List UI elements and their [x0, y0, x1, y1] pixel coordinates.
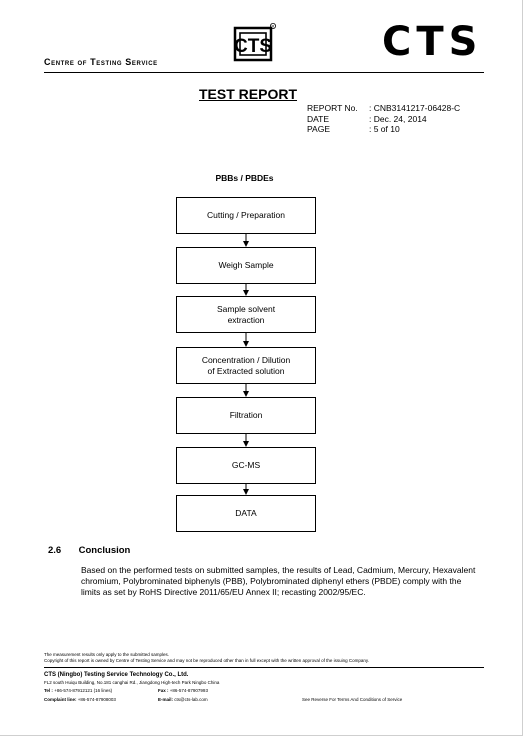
footer-email-label: E-mail: [158, 697, 174, 702]
flow-step-label: of Extracted solution [207, 365, 285, 376]
report-date-label: DATE [307, 113, 330, 124]
flow-step-label: GC-MS [231, 460, 261, 470]
report-number-label: REPORT No. [307, 103, 358, 113]
report-page-label: PAGE [307, 124, 330, 134]
header-divider [44, 72, 484, 73]
conclusion-heading [48, 545, 130, 556]
footer-complaint-value: +86-574-87908003 [77, 697, 116, 702]
flow-step-6 [176, 447, 316, 484]
flow-step-5 [176, 397, 316, 434]
footer-fax-value: +86-574-87907993 [169, 688, 208, 693]
flow-step-label: Concentration / Dilution [201, 354, 291, 365]
flow-step-2 [176, 247, 316, 284]
footer-tel [44, 688, 112, 693]
conclusion-text: Based on the performed tests on submitted samples, the results of Lead, Cadmium, Mercury, Hexavalent chromium, Polybrominated biphenyls (PBB), Polybrominated diphenyl ethers (PBDE) comply with the limits as set by RoHS Directive 2011/65/EU Annex II; recasting 2002/95/EC. [81, 565, 476, 597]
flow-step-3 [176, 296, 316, 333]
report-page-row [307, 124, 460, 135]
conclusion-number: 2.6 [48, 545, 62, 556]
report-date-row [307, 114, 460, 125]
footer-fax-label: Fax : [158, 688, 169, 693]
footer-disclaimer [44, 652, 369, 663]
organization-name [44, 57, 158, 67]
footer-email-value: cts@cts-lab.com [174, 697, 208, 702]
flow-step-label: Weigh Sample [218, 260, 274, 270]
report-meta [307, 103, 460, 135]
footer-tel-value: +86-574-87912121 (16 lines) [54, 688, 113, 693]
svg-text:R: R [271, 23, 275, 29]
conclusion-title: Conclusion [78, 545, 131, 556]
brand-name: CTS [382, 19, 483, 65]
flow-step-1 [176, 197, 316, 234]
flow-step-label: extraction [227, 314, 265, 325]
footer-company: CTS (Ningbo) Testing Service Technology Co., Ltd. [44, 672, 189, 678]
footer-email [158, 697, 208, 702]
logo-mark: CTS [234, 36, 272, 57]
footer-address: FL2 south Huiqu Building, No.181 canghai Rd., Jiangdong High-tech Park Ningbo China [44, 680, 220, 685]
organization-text: Centre of Testing Service [44, 57, 158, 67]
report-title: TEST REPORT [199, 86, 298, 102]
footer-note-line1: The measurement results only apply to the submitted samples. [44, 652, 170, 657]
flow-step-label: DATA [235, 508, 257, 518]
cts-logo-icon [233, 22, 277, 64]
footer-fax [158, 688, 208, 693]
flow-step-label: Cutting / Preparation [207, 210, 285, 220]
footer-tel-label: Tel : [44, 688, 53, 693]
report-page-value: : 5 of 10 [369, 124, 400, 134]
flow-step-4 [176, 347, 316, 384]
footer-complaint [44, 697, 116, 702]
flowchart-title-text: PBBs / PBDEs [215, 173, 274, 183]
report-number-value: : CNB3141217-06428-C [369, 103, 461, 113]
flow-step-7 [176, 495, 316, 532]
footer-divider [44, 667, 484, 668]
flowchart-title [0, 173, 523, 183]
flow-step-label: Sample solvent [216, 303, 276, 314]
footer-terms-note: See Reverse For Terms And Conditions of Service [302, 697, 403, 702]
footer-complaint-label: Complaint line: [44, 697, 77, 702]
footer-note-line2: Copyright of this report is owned by Centre of Testing Service and may not be reproduced other than in full except with the written approval of the issuing Company. [44, 657, 370, 663]
report-date-value: : Dec. 24, 2014 [369, 113, 427, 124]
flow-step-label: Filtration [229, 410, 263, 420]
report-number-row [307, 103, 460, 114]
